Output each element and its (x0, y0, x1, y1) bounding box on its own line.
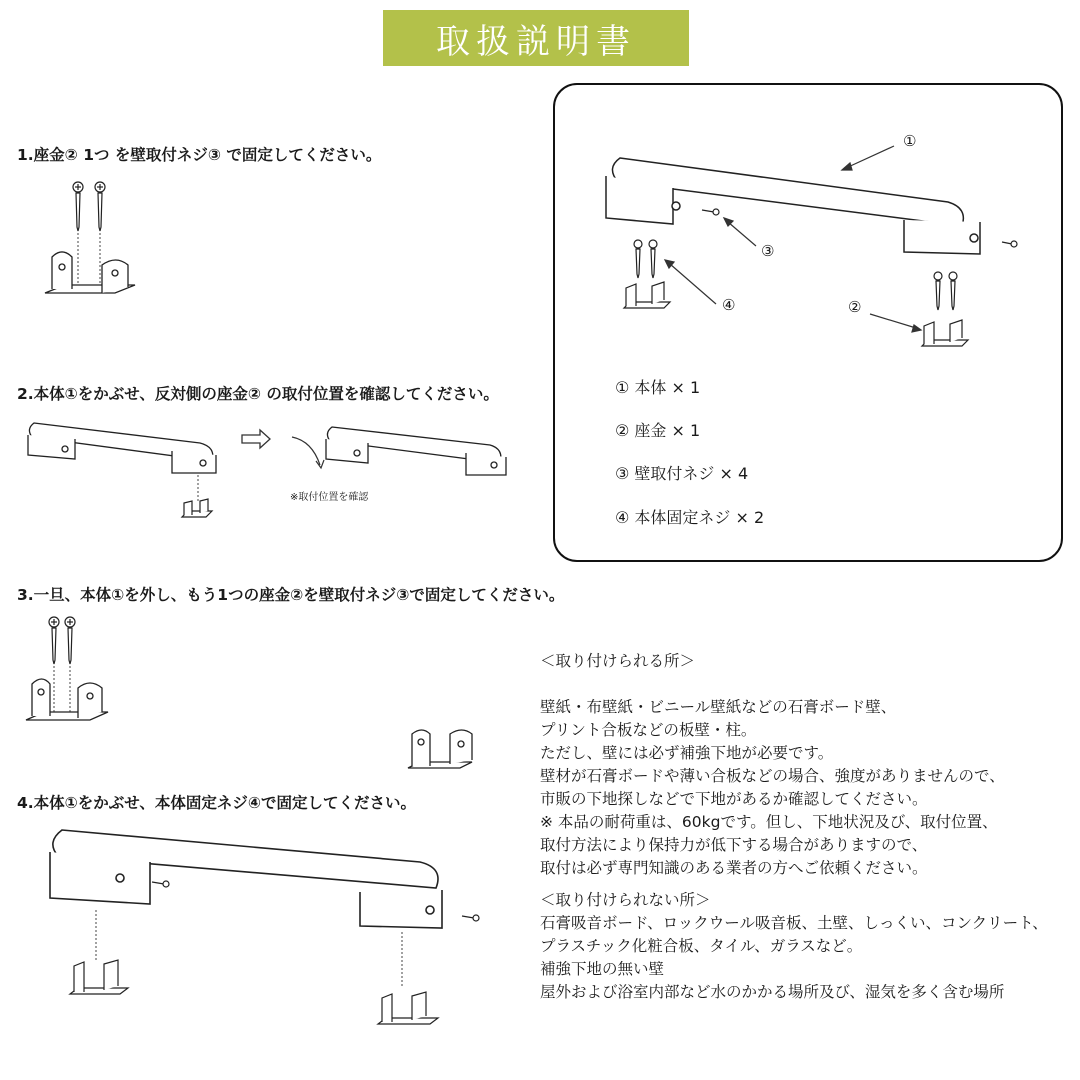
washer-plate-icon (26, 679, 472, 768)
wall-screw-icon (49, 617, 75, 664)
step-3-text: 3.一旦、本体①を外し、もう1つの座金②を壁取付ネジ③で固定してください。 (17, 586, 565, 604)
callout-washer: ② (848, 298, 862, 316)
washer-plate-icon (70, 960, 438, 1024)
callout-wall-screw: ③ (761, 242, 775, 260)
cannot-install-heading: ＜取り付けられない所＞ (540, 891, 711, 909)
can-install-line: 壁材が石膏ボードや薄い合板などの場合、強度がありませんので、 (540, 767, 1005, 785)
step-4-figure (40, 818, 500, 1033)
cannot-install-line: プラスチック化粧合板、タイル、ガラスなど。 (540, 937, 863, 955)
cannot-install-line: 屋外および浴室内部など水のかかる場所及び、湿気を多く含む場所 (540, 983, 1005, 1001)
arrow-right-icon (242, 430, 270, 448)
can-install-line: ※ 本品の耐荷重は、60kgです。但し、下地状況及び、取付位置、 (540, 813, 998, 831)
can-install-line: 壁紙・布壁紙・ビニール壁紙などの石膏ボード壁、 (540, 698, 897, 716)
parts-figure (598, 128, 1038, 368)
part-item-body: ① 本体 × 1 (615, 378, 701, 397)
step-3-figure (20, 612, 490, 777)
can-install-heading: ＜取り付けられる所＞ (540, 652, 696, 670)
body-bar-icon (50, 830, 442, 928)
cannot-install-line: 石膏吸音ボード、ロックウール吸音板、土壁、しっくい、コンクリート、 (540, 914, 1048, 932)
can-install-line: 取付方法により保持力が低下する場合がありますので、 (540, 836, 928, 854)
body-bar-icon (606, 158, 980, 254)
step-4-text: 4.本体①をかぶせ、本体固定ネジ④で固定してください。 (17, 794, 416, 812)
step-2-text: 2.本体①をかぶせ、反対側の座金② の取付位置を確認してください。 (17, 385, 499, 403)
step-2-figure (20, 415, 530, 525)
wall-screw-icon (73, 182, 105, 231)
part-item-washer: ② 座金 × 1 (615, 421, 701, 440)
body-bar-icon (28, 423, 216, 473)
callout-body-screw: ④ (722, 296, 736, 314)
can-install-line: プリント合板などの板壁・柱。 (540, 721, 757, 739)
washer-plate-icon (624, 282, 968, 346)
step-1-figure (40, 175, 150, 305)
cannot-install-line: 補強下地の無い壁 (540, 960, 665, 978)
cannot-install-section (540, 889, 1048, 1004)
callout-body: ① (903, 132, 917, 150)
washer-plate-icon (45, 252, 135, 293)
can-install-line: ただし、壁には必ず補強下地が必要です。 (540, 744, 834, 762)
body-bar-icon (326, 427, 506, 475)
part-item-wall-screw: ③ 壁取付ネジ × 4 (615, 464, 749, 483)
can-install-line: 市販の下地探しなどで下地があるか確認してください。 (540, 790, 928, 808)
washer-plate-icon (182, 499, 212, 517)
can-install-section (540, 650, 1005, 880)
part-item-body-screw: ④ 本体固定ネジ × 2 (615, 508, 765, 527)
step-2-note: ※取付位置を確認 (290, 492, 369, 503)
page-title: 取扱説明書 (383, 10, 689, 66)
can-install-line: 取付は必ず専門知識のある業者の方へご依頼ください。 (540, 859, 928, 877)
step-1-text: 1.座金② 1つ を壁取付ネジ③ で固定してください。 (17, 146, 382, 164)
